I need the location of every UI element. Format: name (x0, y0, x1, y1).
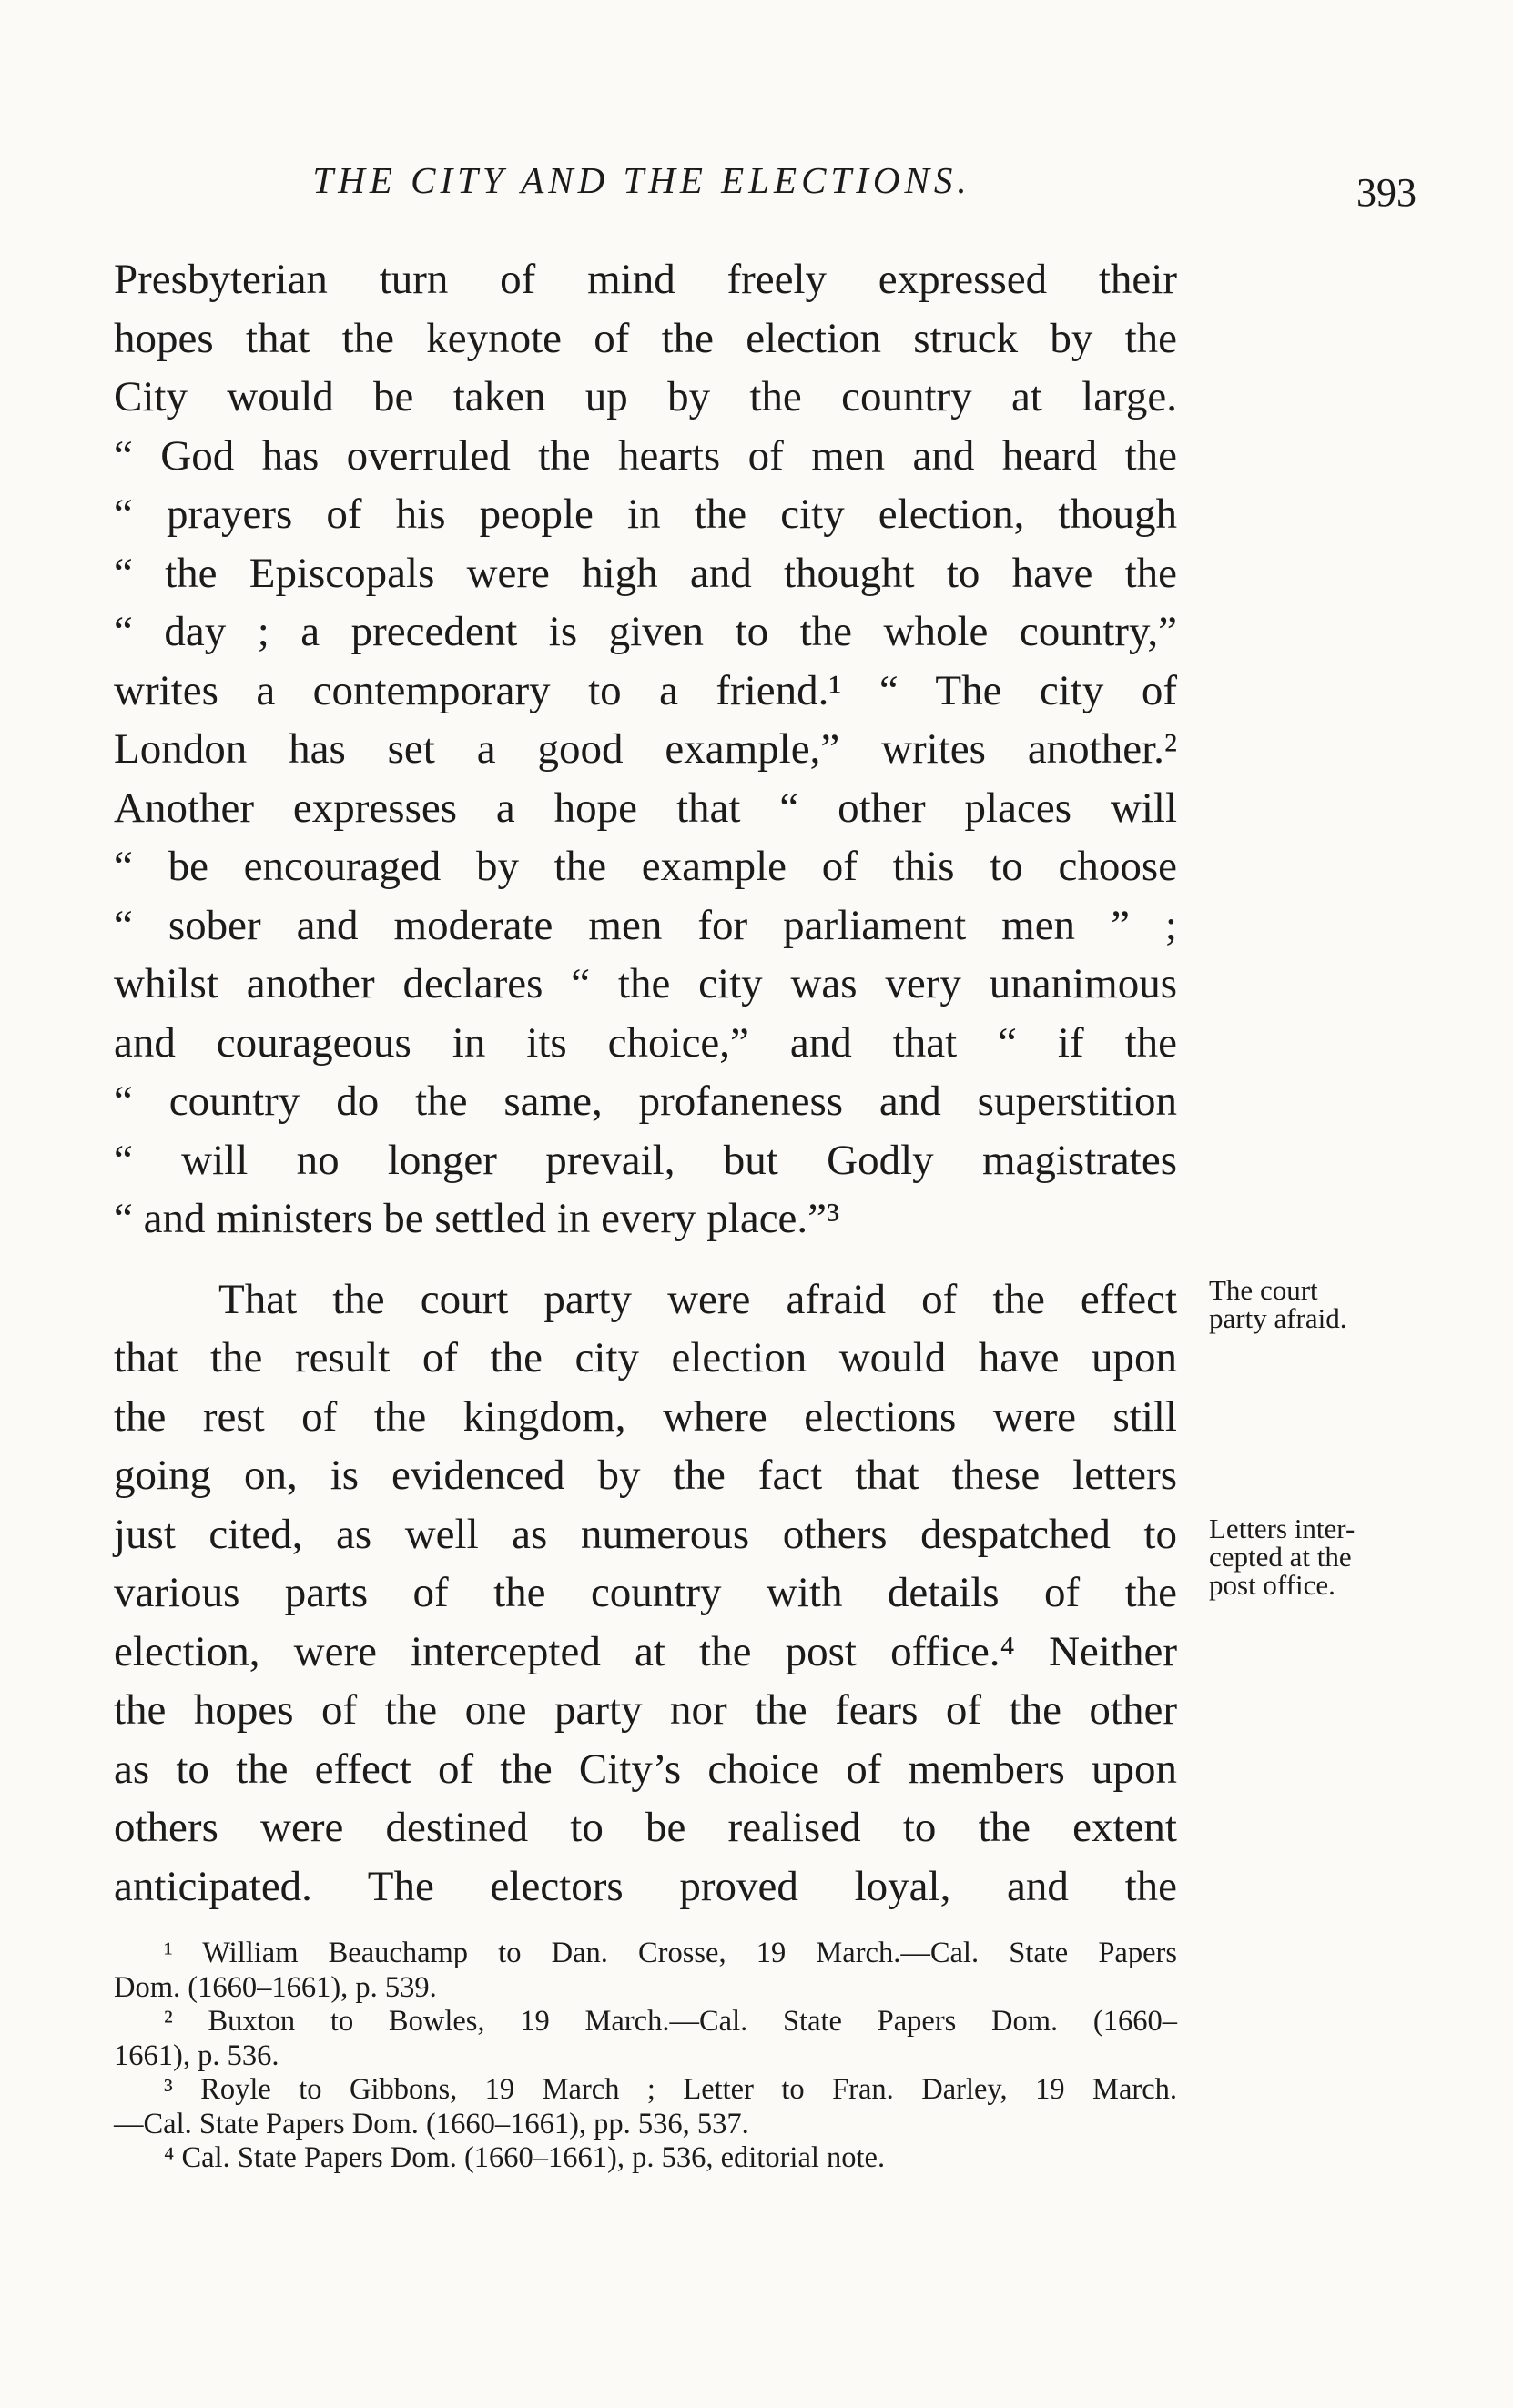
text-line: Presbyterian turn of mind freely expressed their (114, 256, 1177, 303)
footnote-line: ² Buxton to Bowles, 19 March.—Cal. State Papers Dom. (1660– (164, 2005, 1177, 2038)
margin-note-line: post office. (1209, 1569, 1335, 1601)
text-line: City would be taken up by the country at large. (114, 373, 1177, 420)
text-line: “ God has overruled the hearts of men and heard the (114, 431, 1177, 480)
body-text (114, 250, 1177, 1916)
text-line: “ the Episcopals were high and thought to have the (114, 549, 1177, 597)
paragraph-1 (114, 250, 1177, 1249)
text-line: going on, is evidenced by the fact that these letters (114, 1452, 1177, 1499)
margin-note-court-party (1209, 1276, 1409, 1332)
text-line: “ country do the same, profaneness and superstition (114, 1078, 1177, 1125)
text-line: London has set a good example,” writes another.² (114, 725, 1177, 773)
text-line: “ sober and moderate men for parliament men ” ; (114, 901, 1177, 949)
text-line: as to the effect of the City’s choice of members upon (114, 1745, 1177, 1793)
paragraph-gap (114, 1249, 1177, 1270)
footnote-line: Dom. (1660–1661), p. 539. (114, 1970, 437, 2004)
page-number: 393 (1356, 170, 1417, 215)
margin-note-line: Letters inter- (1209, 1513, 1356, 1544)
margin-note-line: The court (1209, 1274, 1318, 1306)
text-line: various parts of the country with details of the (114, 1569, 1177, 1616)
footnote-line: ¹ William Beauchamp to Dan. Crosse, 19 March.—Cal. State Papers (164, 1937, 1177, 1969)
paragraph-2 (114, 1270, 1177, 1917)
text-line: hopes that the keynote of the election struck by the (114, 314, 1177, 362)
text-line: whilst another declares “ the city was very unanimous (114, 960, 1177, 1007)
text-line: that the result of the city election would have upon (114, 1334, 1177, 1381)
running-title: THE CITY AND THE ELECTIONS. (312, 159, 971, 201)
text-line: and courageous in its choice,” and that “ if the (114, 1018, 1177, 1067)
footnote-line: ⁴ Cal. State Papers Dom. (1660–1661), p. 536, editorial note. (164, 2141, 886, 2174)
margin-note-line: party afraid. (1209, 1302, 1347, 1334)
text-line: the rest of the kingdom, where elections were still (114, 1392, 1177, 1441)
text-line: election, were intercepted at the post office.⁴ Neither (114, 1627, 1177, 1675)
text-line: just cited, as well as numerous others despatched to (114, 1510, 1177, 1558)
margin-note-letters-intercepted (1209, 1514, 1409, 1599)
text-line: others were destined to be realised to the extent (114, 1804, 1177, 1851)
text-line: “ will no longer prevail, but Godly magistrates (114, 1136, 1177, 1184)
text-line: “ be encouraged by the example of this to choose (114, 843, 1177, 890)
text-line: “ day ; a precedent is given to the whole country,” (114, 608, 1177, 655)
text-line: Another expresses a hope that “ other places will (114, 784, 1177, 832)
text-line: writes a contemporary to a friend.¹ “ The city of (114, 666, 1177, 714)
footnote-line: ³ Royle to Gibbons, 19 March ; Letter to Fran. Darley, 19 March. (164, 2073, 1177, 2106)
footnote-line: 1661), p. 536. (114, 2039, 279, 2072)
text-line: That the court party were afraid of the effect (218, 1275, 1177, 1323)
margin-note-line: cepted at the (1209, 1541, 1352, 1573)
text-line: anticipated. The electors proved loyal, and the (114, 1862, 1177, 1910)
footnotes (114, 1937, 1177, 2176)
text-line: “ and ministers be settled in every place.”³ (114, 1195, 840, 1242)
text-line: the hopes of the one party nor the fears of the other (114, 1686, 1177, 1734)
footnote-line: —Cal. State Papers Dom. (1660–1661), pp. 536, 537. (114, 2107, 749, 2140)
text-line: “ prayers of his people in the city election, though (114, 491, 1177, 538)
